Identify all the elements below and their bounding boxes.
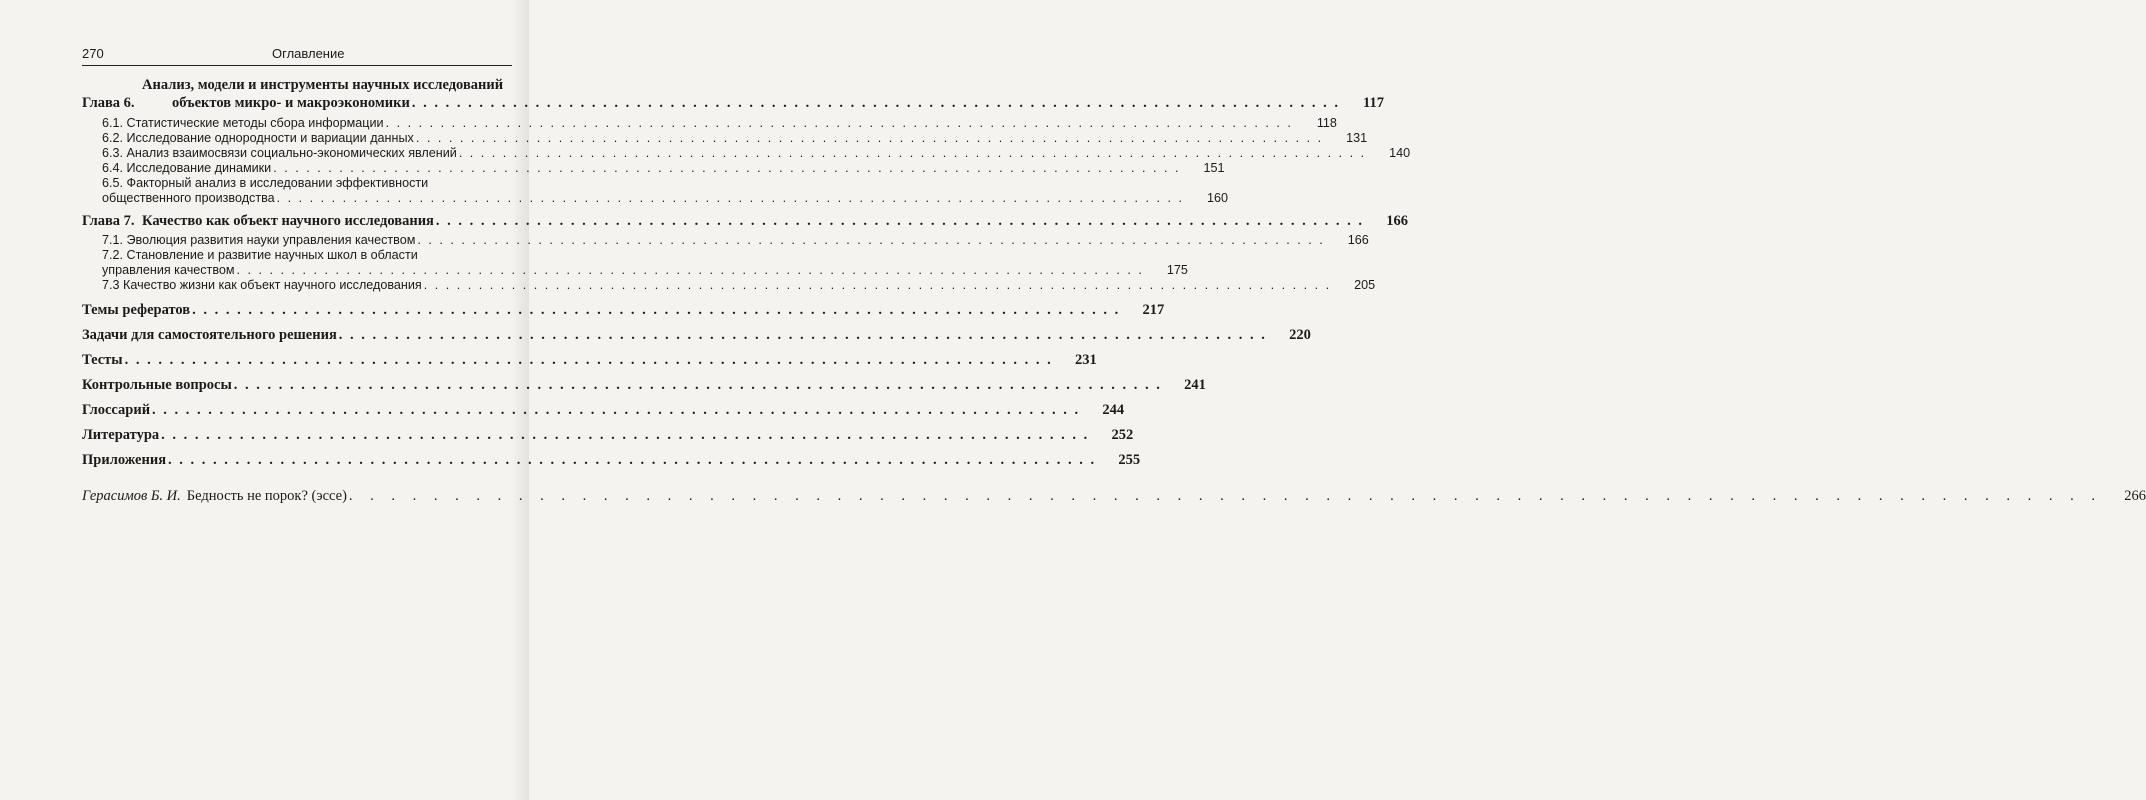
subsection-page: 160 <box>1206 191 1228 205</box>
section-title: Литература <box>82 427 160 443</box>
subsection-page: 175 <box>1166 263 1188 277</box>
running-header <box>82 44 512 64</box>
leader-dots <box>424 278 1331 293</box>
toc-subsection[interactable] <box>82 278 1376 293</box>
leader-dots <box>168 451 1096 469</box>
leader-dots <box>416 131 1323 146</box>
leader-dots <box>349 487 2102 505</box>
leader-dots <box>273 161 1180 176</box>
toc-section-tasks[interactable] <box>82 326 1311 344</box>
toc-chapter-7[interactable] <box>82 212 1409 230</box>
subsection-title-line1: 7.2. Становление и развитие научных школ в области <box>102 248 418 262</box>
toc-subsection[interactable] <box>82 116 1337 131</box>
chapter-page: 117 <box>1363 95 1384 111</box>
subsection-title: 6.3. Анализ взаимосвязи социально-экономических явлений <box>102 146 457 160</box>
subsection-page: 205 <box>1354 278 1376 292</box>
leader-dots <box>436 212 1364 230</box>
leader-dots <box>417 233 1324 248</box>
header-page-number: 270 <box>82 46 104 61</box>
chapter-label: Глава 6. <box>82 95 135 111</box>
toc-subsection[interactable] <box>82 131 1368 146</box>
toc-section-questions[interactable] <box>82 376 1206 394</box>
subsection-page: 118 <box>1316 116 1337 130</box>
header-rule <box>82 65 512 66</box>
section-title: Темы рефератов <box>82 302 191 318</box>
toc-section-glossary[interactable] <box>82 401 1125 419</box>
essay-title: Бедность не порок? (эссе) <box>186 488 347 504</box>
subsection-title: 6.1. Статистические методы сбора информации <box>102 116 384 130</box>
section-title: Глоссарий <box>82 402 151 418</box>
essay-author: Герасимов Б. И. <box>82 488 181 504</box>
subsection-title: 6.2. Исследование однородности и вариации данных <box>102 131 414 145</box>
chapter-title-line1: Качество как объект научного исследования <box>142 213 434 229</box>
leader-dots <box>386 116 1293 131</box>
leader-dots <box>152 401 1080 419</box>
section-page: 255 <box>1118 452 1141 468</box>
chapter-page: 166 <box>1386 213 1409 229</box>
leader-dots <box>234 376 1162 394</box>
toc-chapter-6[interactable] <box>82 76 1384 112</box>
subsection-page: 140 <box>1389 146 1411 160</box>
toc-subsection[interactable] <box>82 161 1225 176</box>
section-page: 217 <box>1142 302 1165 318</box>
leader-dots <box>125 351 1053 369</box>
subsection-title: 7.3 Качество жизни как объект научного исследования <box>102 278 422 292</box>
header-title: Оглавление <box>272 46 345 61</box>
section-page: 241 <box>1184 377 1206 393</box>
leader-dots <box>459 146 1366 161</box>
leader-dots <box>161 426 1089 444</box>
toc-section-literature[interactable] <box>82 426 1134 444</box>
section-page: 252 <box>1111 427 1134 443</box>
section-title: Задачи для самостоятельного решения <box>82 327 337 343</box>
subsection-page: 131 <box>1346 131 1368 145</box>
section-page: 220 <box>1289 327 1311 343</box>
toc-subsection[interactable] <box>82 233 1369 248</box>
section-page: 244 <box>1102 402 1125 418</box>
toc-subsection[interactable] <box>82 176 1228 206</box>
leader-dots <box>192 301 1120 319</box>
toc-section-tests[interactable] <box>82 351 1097 369</box>
essay-page: 266 <box>2124 488 2146 504</box>
section-page: 231 <box>1075 352 1097 368</box>
leader-dots <box>237 263 1144 278</box>
subsection-page: 151 <box>1203 161 1225 175</box>
subsection-title-line1: 6.5. Факторный анализ в исследовании эффективности <box>102 176 429 190</box>
chapter-title-line2: объектов микро- и макроэкономики <box>172 95 410 111</box>
subsection-title: 7.1. Эволюция развития науки управления качеством <box>102 233 416 247</box>
section-title: Приложения <box>82 452 167 468</box>
table-of-contents <box>82 70 2146 505</box>
toc-section-appendices[interactable] <box>82 451 1141 469</box>
subsection-page: 166 <box>1347 233 1369 247</box>
chapter-title-line1: Анализ, модели и инструменты научных исследований <box>142 77 504 93</box>
toc-subsection[interactable] <box>82 248 1188 278</box>
subsection-title-line2: общественного производства <box>102 191 275 205</box>
toc-essay[interactable] <box>82 487 2146 505</box>
section-title: Тесты <box>82 352 123 368</box>
chapter-label: Глава 7. <box>82 213 135 229</box>
section-title: Контрольные вопросы <box>82 377 232 393</box>
subsection-title-line2: управления качеством <box>102 263 235 277</box>
leader-dots <box>412 94 1340 112</box>
toc-subsection[interactable] <box>82 146 1411 161</box>
leader-dots <box>277 191 1184 206</box>
toc-section-essays-topics[interactable] <box>82 301 1165 319</box>
leader-dots <box>339 326 1267 344</box>
subsection-title: 6.4. Исследование динамики <box>102 161 272 175</box>
